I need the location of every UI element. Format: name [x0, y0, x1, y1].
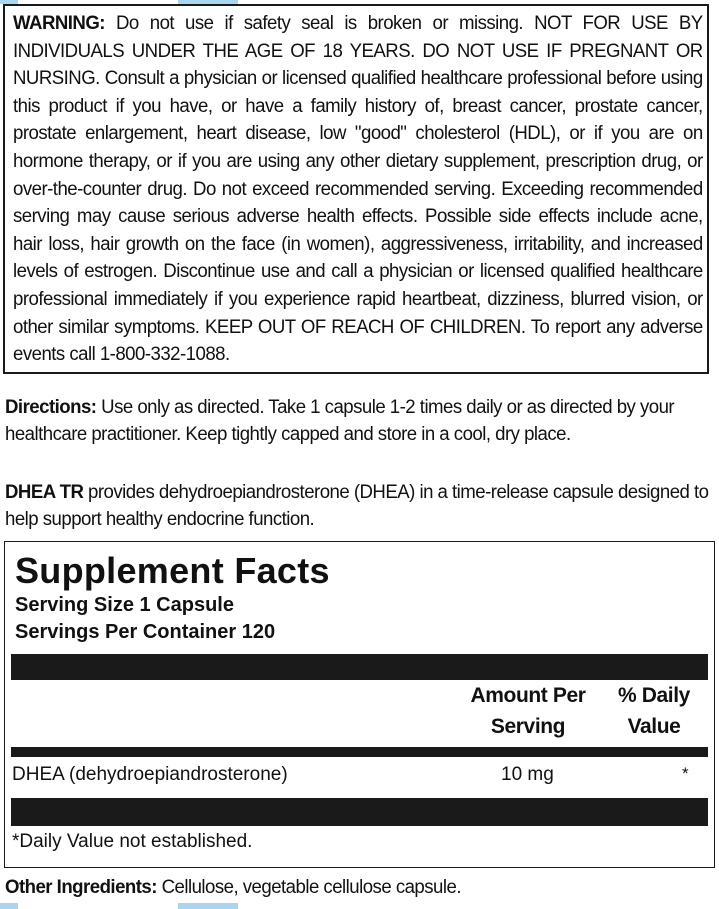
supplement-facts-panel	[4, 541, 715, 868]
servings-per-container: Servings Per Container 120	[15, 621, 276, 643]
directions-paragraph	[5, 394, 713, 448]
product-name: DHEA TR	[5, 481, 84, 503]
other-ingredients-heading: Other Ingredients:	[5, 876, 157, 898]
warning-box	[3, 4, 709, 374]
supplement-facts-title: Supplement Facts	[15, 550, 330, 591]
warning-heading: WARNING:	[13, 12, 105, 34]
thick-divider-top	[11, 654, 708, 680]
other-ingredients-body: Cellulose, vegetable cellulose capsule.	[161, 876, 461, 898]
label-edge-strip-bottom-mid	[178, 903, 238, 909]
daily-value-footnote: *Daily Value not established.	[12, 831, 253, 852]
serving-size: Serving Size 1 Capsule	[15, 594, 234, 616]
column-header-amount: Amount Per Serving	[470, 684, 586, 738]
thick-divider-bottom	[11, 798, 708, 826]
ingredient-daily-value: *	[682, 764, 689, 783]
ingredient-amount: 10 mg	[501, 764, 554, 785]
product-description	[5, 479, 713, 533]
thick-divider-middle	[11, 747, 708, 757]
column-header-daily-value: % Daily Value	[618, 684, 690, 738]
directions-heading: Directions:	[5, 396, 97, 418]
other-ingredients	[5, 874, 713, 901]
warning-text	[13, 10, 703, 369]
ingredient-name: DHEA (dehydroepiandrosterone)	[12, 764, 288, 785]
directions-body: Use only as directed. Take 1 capsule 1-2 times daily or as directed by your healthcare practitioner. Keep tightly capped and store in a cool, dry place.	[5, 396, 675, 445]
label-edge-strip-bottom-left	[0, 903, 18, 909]
warning-body: Do not use if safety seal is broken or missing. NOT FOR USE BY INDIVIDUALS UNDER THE AGE OF 18 YEARS. DO NOT USE IF PREGNANT OR NURSING. Consult a physician or licensed qualified healthcare professional before using this product if you have, or have a family history of, breast cancer, prostate cancer, prostate enlargement, heart disease, low "good" cholesterol (HDL), or if you are on hormone therapy, or if you are using any other dietary supplement, prescription drug, or over-the-counter drug. Do not exceed recommended serving. Exceeding recommended serving may cause serious adverse health effects. Possible side effects include acne, hair loss, hair growth on the face (in women), aggressiveness, irritability, and increased levels of estrogen. Discontinue use and call a physician or licensed qualified healthcare professional immediately if you experience rapid heartbeat, dizziness, blurred vision, or other similar symptoms. KEEP OUT OF REACH OF CHILDREN. To report any adverse events call 1-800-332-1088.	[13, 12, 703, 366]
product-description-body: provides dehydroepiandrosterone (DHEA) in a time-release capsule designed to help support healthy endocrine function.	[5, 481, 709, 530]
